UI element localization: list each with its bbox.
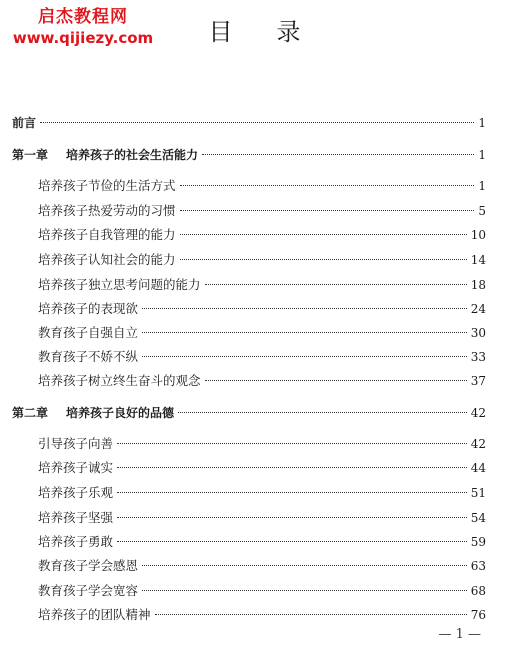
toc-section-title: 培养孩子的团队精神 [38,607,151,622]
toc-page-number: 63 [470,559,486,573]
toc-section-entry [38,533,486,551]
toc-section-title: 引导孩子向善 [38,436,114,451]
dot-leader [117,517,467,518]
dot-leader [142,565,467,566]
toc-chapter-entry [12,404,486,422]
dot-leader [205,284,467,285]
toc-section-title: 培养孩子认知社会的能力 [38,252,176,267]
toc-section-title: 教育孩子自强自立 [38,325,139,340]
dot-leader [142,356,467,357]
toc-page-number: 1 [478,148,486,162]
toc-section-entry [38,251,486,269]
dot-leader [117,443,467,444]
toc-page-number: 51 [470,486,486,500]
toc-chapter-entry [12,114,486,132]
dot-leader [180,210,475,211]
toc-chapter-label: 第一章 [12,148,49,162]
toc-chapter-entry [12,146,486,164]
toc-section-entry [38,177,486,195]
watermark-title: 启杰教程网 [38,7,128,27]
toc-section-entry [38,276,486,294]
dot-leader [180,234,467,235]
toc-section-title: 培养孩子热爱劳动的习惯 [38,203,176,218]
toc-section-entry [38,459,486,477]
dot-leader [40,122,474,123]
toc-chapter-title: 培养孩子的社会生活能力 [66,148,199,162]
toc-chapter-label: 第二章 [12,406,49,420]
toc-section-entry [38,484,486,502]
toc-chapter-title: 培养孩子良好的品德 [66,406,175,420]
toc-page-number: 10 [470,228,486,242]
toc-page-number: 76 [470,608,486,622]
toc-section-title: 培养孩子坚强 [38,510,114,525]
toc-page-number: 1 [478,179,486,193]
toc-page-number: 37 [470,374,486,388]
toc-page-number: 18 [470,278,486,292]
dot-leader [117,541,467,542]
toc-section-title: 培养孩子诚实 [38,460,114,475]
toc-section-title: 培养孩子勇敢 [38,534,114,549]
dot-leader [155,614,467,615]
toc-page-number: 42 [470,406,486,420]
dot-leader [178,412,467,413]
toc-page-number: 5 [478,204,486,218]
toc-section-title: 培养孩子的表现欲 [38,301,139,316]
toc-section-entry [38,324,486,342]
dot-leader [117,492,467,493]
toc-section-entry [38,582,486,600]
toc-page-number: 59 [470,535,486,549]
toc-page-number: 42 [470,437,486,451]
toc-section-title: 教育孩子学会感恩 [38,558,139,573]
toc-section-entry [38,606,486,624]
toc-section-entry [38,202,486,220]
dot-leader [202,154,474,155]
toc-section-title: 培养孩子节俭的生活方式 [38,178,176,193]
dot-leader [117,467,467,468]
toc-section-title: 教育孩子不娇不纵 [38,349,139,364]
dot-leader [142,332,467,333]
toc-section-entry [38,348,486,366]
footer-page-number: — 1 — [438,627,481,642]
toc-section-title: 培养孩子独立思考问题的能力 [38,277,201,292]
toc-section-entry [38,557,486,575]
dot-leader [142,590,467,591]
toc-section-entry [38,509,486,527]
toc-page-number: 1 [478,116,486,130]
toc-section-entry [38,435,486,453]
toc-chapter-label: 前言 [12,116,37,130]
dot-leader [180,185,475,186]
toc-page-number: 54 [470,511,486,525]
toc-section-entry [38,300,486,318]
toc-section-title: 教育孩子学会宽容 [38,583,139,598]
toc-section-title: 培养孩子树立终生奋斗的观念 [38,373,201,388]
dot-leader [205,380,467,381]
toc-page-number: 44 [470,461,486,475]
toc-page-number: 30 [470,326,486,340]
page-title: 目录 [208,18,345,46]
toc-page-number: 33 [470,350,486,364]
dot-leader [180,259,467,260]
watermark-url: www.qijiezy.com [12,29,154,47]
toc-section-entry [38,372,486,390]
toc-page-number: 24 [470,302,486,316]
toc-page-number: 68 [470,584,486,598]
toc-page-number: 14 [470,253,486,267]
toc-section-title: 培养孩子乐观 [38,485,114,500]
dot-leader [142,308,467,309]
toc-section-title: 培养孩子自我管理的能力 [38,227,176,242]
toc-section-entry [38,226,486,244]
